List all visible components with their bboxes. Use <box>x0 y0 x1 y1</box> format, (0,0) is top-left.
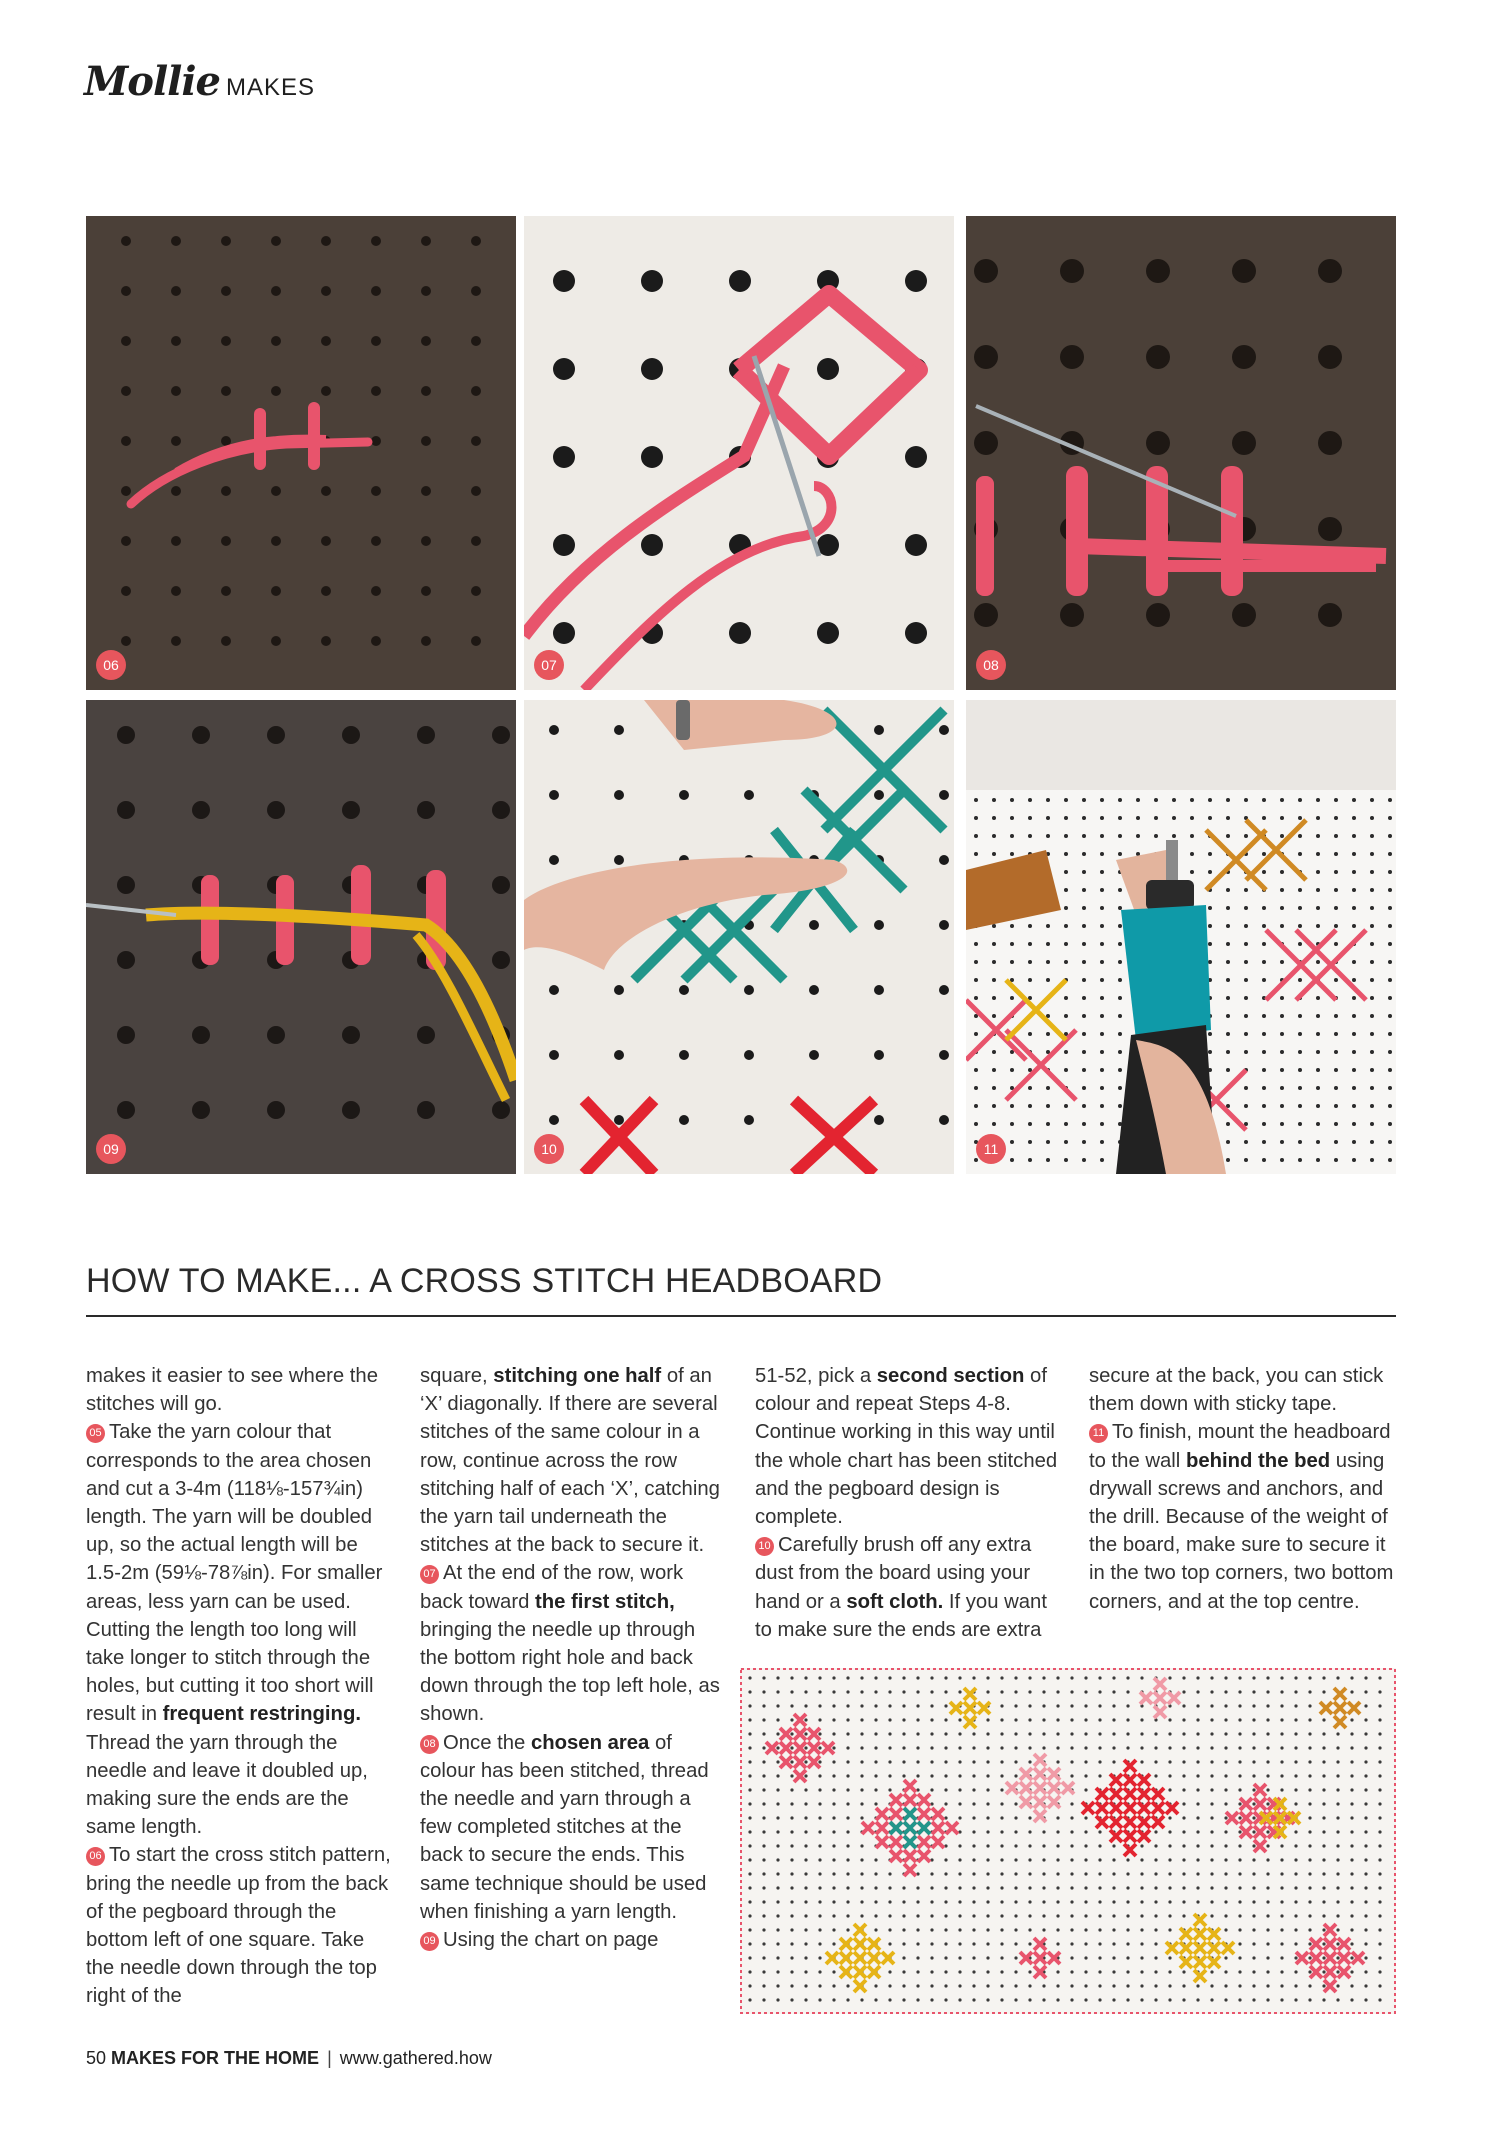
instruction-paragraph: 10 Carefully brush off any extra dust from the board using your hand or a soft cloth. If you want to make sure the ends are extra <box>755 1534 1047 1641</box>
text-column-2 <box>420 1362 726 1954</box>
instruction-paragraph: 06 To start the cross stitch pattern, bring the needle up from the back of the pegboard through the bottom left of one square. Take the needle down through the top right of the <box>86 1844 391 2008</box>
step-badge: 08 <box>976 650 1006 680</box>
bold-phrase: chosen area <box>530 1731 650 1754</box>
section-name: MAKES FOR THE HOME <box>111 2048 320 2068</box>
finished-headboard-photo <box>740 1668 1396 2014</box>
step-number-badge: 10 <box>755 1537 774 1556</box>
step-badge: 09 <box>96 1134 126 1164</box>
step-badge: 10 <box>534 1134 564 1164</box>
step-badge: 07 <box>534 650 564 680</box>
page-footer <box>86 2048 492 2069</box>
bold-phrase: frequent restringing. <box>162 1703 361 1726</box>
step-number-badge: 06 <box>86 1847 105 1866</box>
step-number-badge: 07 <box>420 1565 439 1584</box>
step-photo-08 <box>966 216 1396 690</box>
article-heading-text: HOW TO MAKE... A CROSS STITCH HEADBOARD <box>86 1262 883 1300</box>
step-number-badge: 09 <box>420 1932 439 1951</box>
page-number: 50 <box>86 2048 107 2068</box>
instruction-paragraph: 11 To finish, mount the headboard to the wall behind the bed using drywall screws and anchors, and the drill. Because of the weight of the board, make sure to secure it in the two top corners, two bottom corners, and at the top centre. <box>1089 1421 1394 1613</box>
step-number-badge: 11 <box>1089 1424 1108 1443</box>
step-number-badge: 05 <box>86 1424 105 1443</box>
pegboard-yellow-yarn-image <box>86 700 516 1174</box>
mounting-headboard-drill-image <box>966 700 1396 1174</box>
brand-logo <box>84 58 315 105</box>
bold-phrase: stitching one half <box>493 1365 662 1387</box>
step-photo-09 <box>86 700 516 1174</box>
website-url: www.gathered.how <box>339 2048 492 2068</box>
footer-separator: | <box>327 2048 332 2068</box>
step-photo-10 <box>524 700 954 1174</box>
step-photo-11 <box>966 700 1396 1174</box>
instruction-paragraph: secure at the back, you can stick them down with sticky tape. <box>1089 1365 1384 1416</box>
pegboard-pink-start-image <box>86 216 516 690</box>
bold-phrase: the first stitch, <box>534 1590 675 1613</box>
step-photo-07 <box>524 216 954 690</box>
brand-script: Mollie <box>84 58 220 105</box>
article-heading <box>86 1262 1396 1317</box>
finished-cross-stitch-headboard-image <box>740 1668 1396 2014</box>
pegboard-pink-stitches-image <box>966 216 1396 690</box>
step-photo-06 <box>86 216 516 690</box>
pegboard-teal-red-hand-image <box>524 700 954 1174</box>
instruction-paragraph: square, stitching one half of an ‘X’ diagonally. If there are several stitches of the same colour in a row, continue across the row stitching half of each ‘X’, catching the yarn tail underneath the stitches at the back to secure it. <box>420 1365 720 1557</box>
instruction-paragraph: 05 Take the yarn colour that corresponds to the area chosen and cut a 3-4m (118⅛-157¾in) length. The yarn will be doubled up, so the actual length will be 1.5-2m (59⅛-78⅞in). For smaller areas, less yarn can be used. Cutting the length too long will take longer to stitch through the holes, but cutting it too short will result in frequent restringing. Thread the yarn through the needle and leave it doubled up, making sure the ends are the same length. <box>86 1421 383 1839</box>
pegboard-pink-needle-image <box>524 216 954 690</box>
text-column-1 <box>86 1362 392 2011</box>
text-column-3 <box>755 1362 1061 1644</box>
instruction-paragraph: 07 At the end of the row, work back toward the first stitch, bringing the needle up through the bottom right hole and back down through the top left hole, as shown. <box>420 1562 720 1726</box>
instruction-paragraph: 51-52, pick a second section of colour and repeat Steps 4-8. Continue working in this way until the whole chart has been stitched and the pegboard design is complete. <box>755 1365 1058 1529</box>
step-badge: 06 <box>96 650 126 680</box>
step-number-badge: 08 <box>420 1735 439 1754</box>
instruction-paragraph: makes it easier to see where the stitches will go. <box>86 1365 378 1416</box>
brand-sub: MAKES <box>226 74 316 101</box>
bold-phrase: behind the bed <box>1185 1449 1331 1472</box>
text-column-4 <box>1089 1362 1395 1616</box>
instruction-paragraph: 09 Using the chart on page <box>420 1926 726 1954</box>
step-badge: 11 <box>976 1134 1006 1164</box>
instruction-paragraph: 08 Once the chosen area of colour has been stitched, thread the needle and yarn through a few completed stitches at the back to secure the ends. This same technique should be used when finishing a yarn length. <box>420 1731 709 1923</box>
bold-phrase: soft cloth. <box>846 1590 944 1613</box>
bold-phrase: second section <box>876 1365 1025 1387</box>
